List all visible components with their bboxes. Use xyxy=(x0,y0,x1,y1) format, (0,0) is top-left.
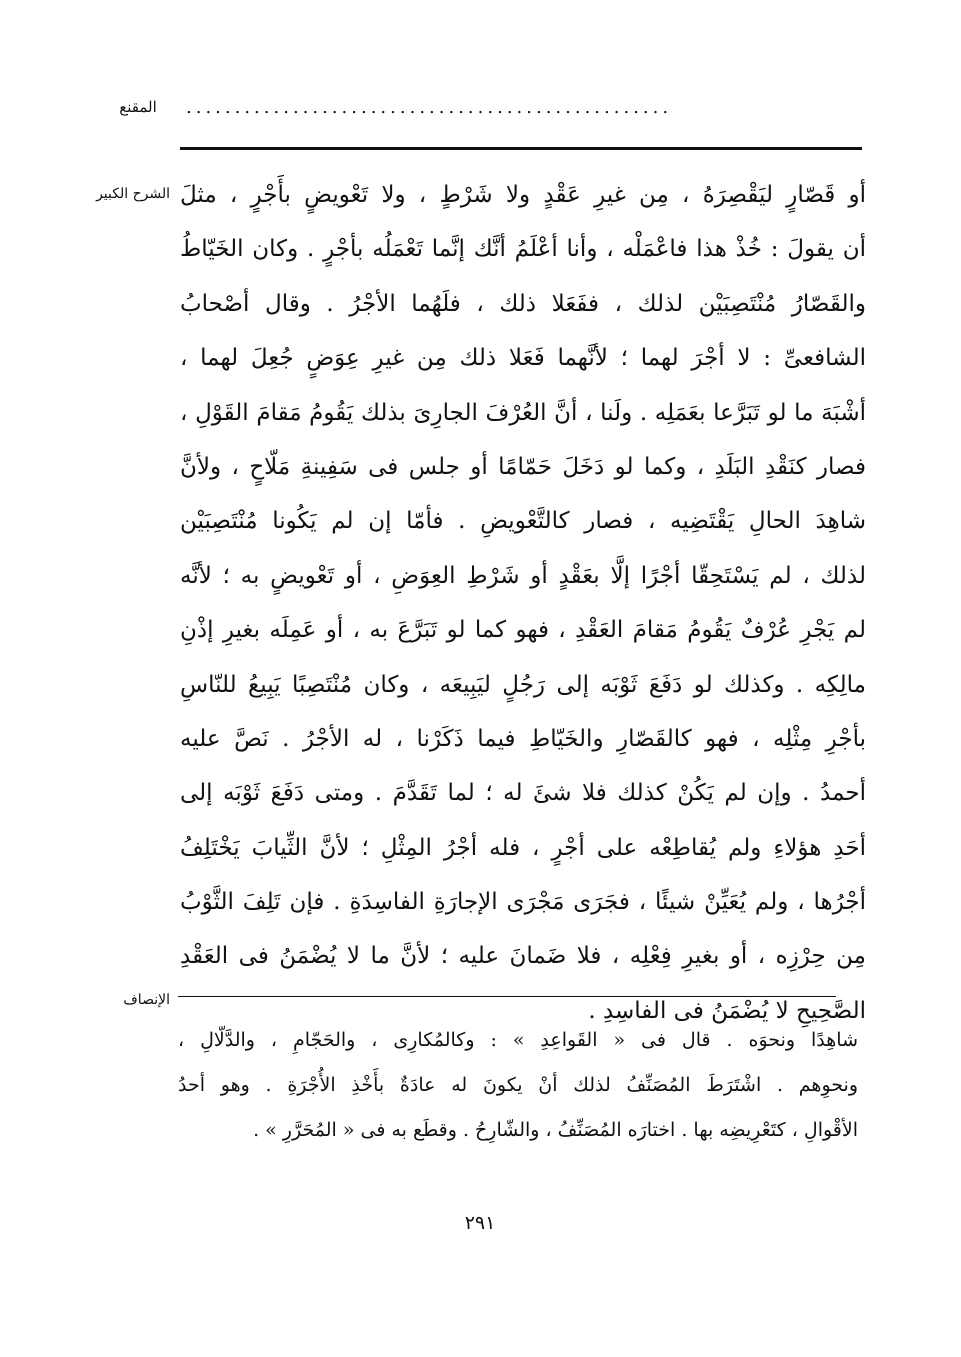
main-text-line: أن يقولَ : خُذْ هذا فاعْمَلْه ، وأنا أعْلَمُ أنَّك إنَّما تَعْمَلُه بأجْرٍ . وكان الخَيّاطُ xyxy=(180,236,866,263)
main-text-line: لذلك ، لم يَسْتَحِقّا أجْرًا إلَّا بعَقْدٍ أو شَرْطِ العِوَضِ ، أو تَعْويضٍ به ؛ لأنَّه xyxy=(180,562,866,589)
page-number: ٢٩١ xyxy=(464,1212,496,1234)
insaf-text-block xyxy=(178,1018,858,1153)
main-text-line: أحَدِ هؤلاءِ ولم يُقاطِعْه على أجْرٍ ، فله أجْرُ المِثْلِ ؛ لأنَّ الثِّيابَ يَخْتَلِفُ xyxy=(180,834,866,861)
main-text-line: شاهِدَ الحالِ يَقْتَضِيه ، فصار كالتَّعْويضِ . فأمّا إن لم يَكُونا مُنْتَصِبَيْن xyxy=(180,508,866,535)
main-text-line: والقَصّارُ مُنْتَصِبَيْن لذلك ، ففَعَلا ذلك ، فلَهُما الأجْرُ . وقال أصْحابُ xyxy=(180,290,866,317)
main-text-line: مالِكِه . وكذلك لو دَفَعَ ثَوْبَه إلى رَجُلٍ ليَبِيعَه ، وكان مُنْتَصِبًا يَبِيعُ للنّاسِ xyxy=(180,671,866,698)
margin-label-sharh: الشرح الكبير xyxy=(96,186,170,202)
insaf-text-line: شاهِدًا ونحوَه . قال فى « القَواعِدِ » : وكالمُكارِى ، والحَجّامِ ، والدَّلّالِ ، xyxy=(178,1029,858,1051)
insaf-text-line: الأقْوالِ ، كتَعْرِيضِه بها . اختارَه المُصَنِّفُ ، والشّارِحُ . وقطَع به فى « المُحَرَّرِ » . xyxy=(253,1119,858,1141)
main-text-line: أجْرُها ، ولم يُعَيِّنْ شيئًا ، فجَرَى مَجْرَى الإجارَةِ الفاسِدَةِ . فإن تَلِفَ الثَّوْبُ xyxy=(180,889,866,916)
main-text-line: أو قَصّارٍ ليَقْصِرَهُ ، مِن غيرِ عَقْدٍ ولا شَرْطٍ ، ولا تَعْويضٍ بأَجْرٍ ، مثلَ xyxy=(180,182,866,208)
margin-label-insaf: الإنصاف xyxy=(123,992,170,1008)
main-text-line: الشافعىِّ : لا أجْرَ لهما ؛ لأنَّهما فَعَلا ذلك مِن غيرِ عِوَضٍ جُعِلَ لهما ، xyxy=(180,345,866,372)
main-text-line: الصَّحِيحِ لا يُضْمَنُ فى الفاسِدِ . xyxy=(588,997,866,1024)
header-rule xyxy=(180,147,862,150)
header-dotted-leader: .................................................. xyxy=(186,97,673,118)
main-text-block xyxy=(180,168,866,1038)
main-text-line: أشْبَهَ ما لو تَبَرَّعا بعَمَلِه . ولَنا ، أنَّ العُرْفَ الجارِىَ بذلك يَقُومُ مَقامَ القَوْلِ ، xyxy=(180,399,866,426)
section-divider xyxy=(178,996,836,997)
main-text-line: فصار كنَقْدِ البَلَدِ ، وكما لو دَخَلَ حَمّامًا أو جلس فى سَفِينةِ مَلّاحٍ ، ولأنَّ xyxy=(180,453,866,480)
insaf-text-line: ونحوِهم . اشْتَرَطَ المُصَنِّفُ لذلك أنْ يكونَ له عادَةٌ بأَخْذِ الأُجْرَةِ . وهو أحدُ xyxy=(178,1074,858,1096)
main-text-line: أحمدُ . وإن لم يَكُنْ كذلك فلا شئَ له ؛ لما تَقَدَّمَ . ومتى دَفَعَ ثَوْبَه إلى xyxy=(180,780,866,807)
header-book-title: المقنع xyxy=(119,98,157,116)
main-text-line: لم يَجْرِ عُرْفٌ يَقُومُ مَقامَ العَقْدِ ، فهو كما لو تَبَرَّعَ به ، أو عَمِلَه بغيرِ إذْنِ xyxy=(180,617,866,644)
main-text-line: مِن حِرْزِه ، أو بغيرِ فِعْلِه ، فلا ضَمانَ عليه ؛ لأنَّ ما لا يُضْمَنُ فى العَقْدِ xyxy=(180,943,866,970)
main-text-line: بأجْرِ مِثْلِه ، فهو كالقَصّارِ والخَيّاطِ فيما ذَكَرْنا ، له الأجْرُ . نَصَّ عليه xyxy=(180,725,867,752)
